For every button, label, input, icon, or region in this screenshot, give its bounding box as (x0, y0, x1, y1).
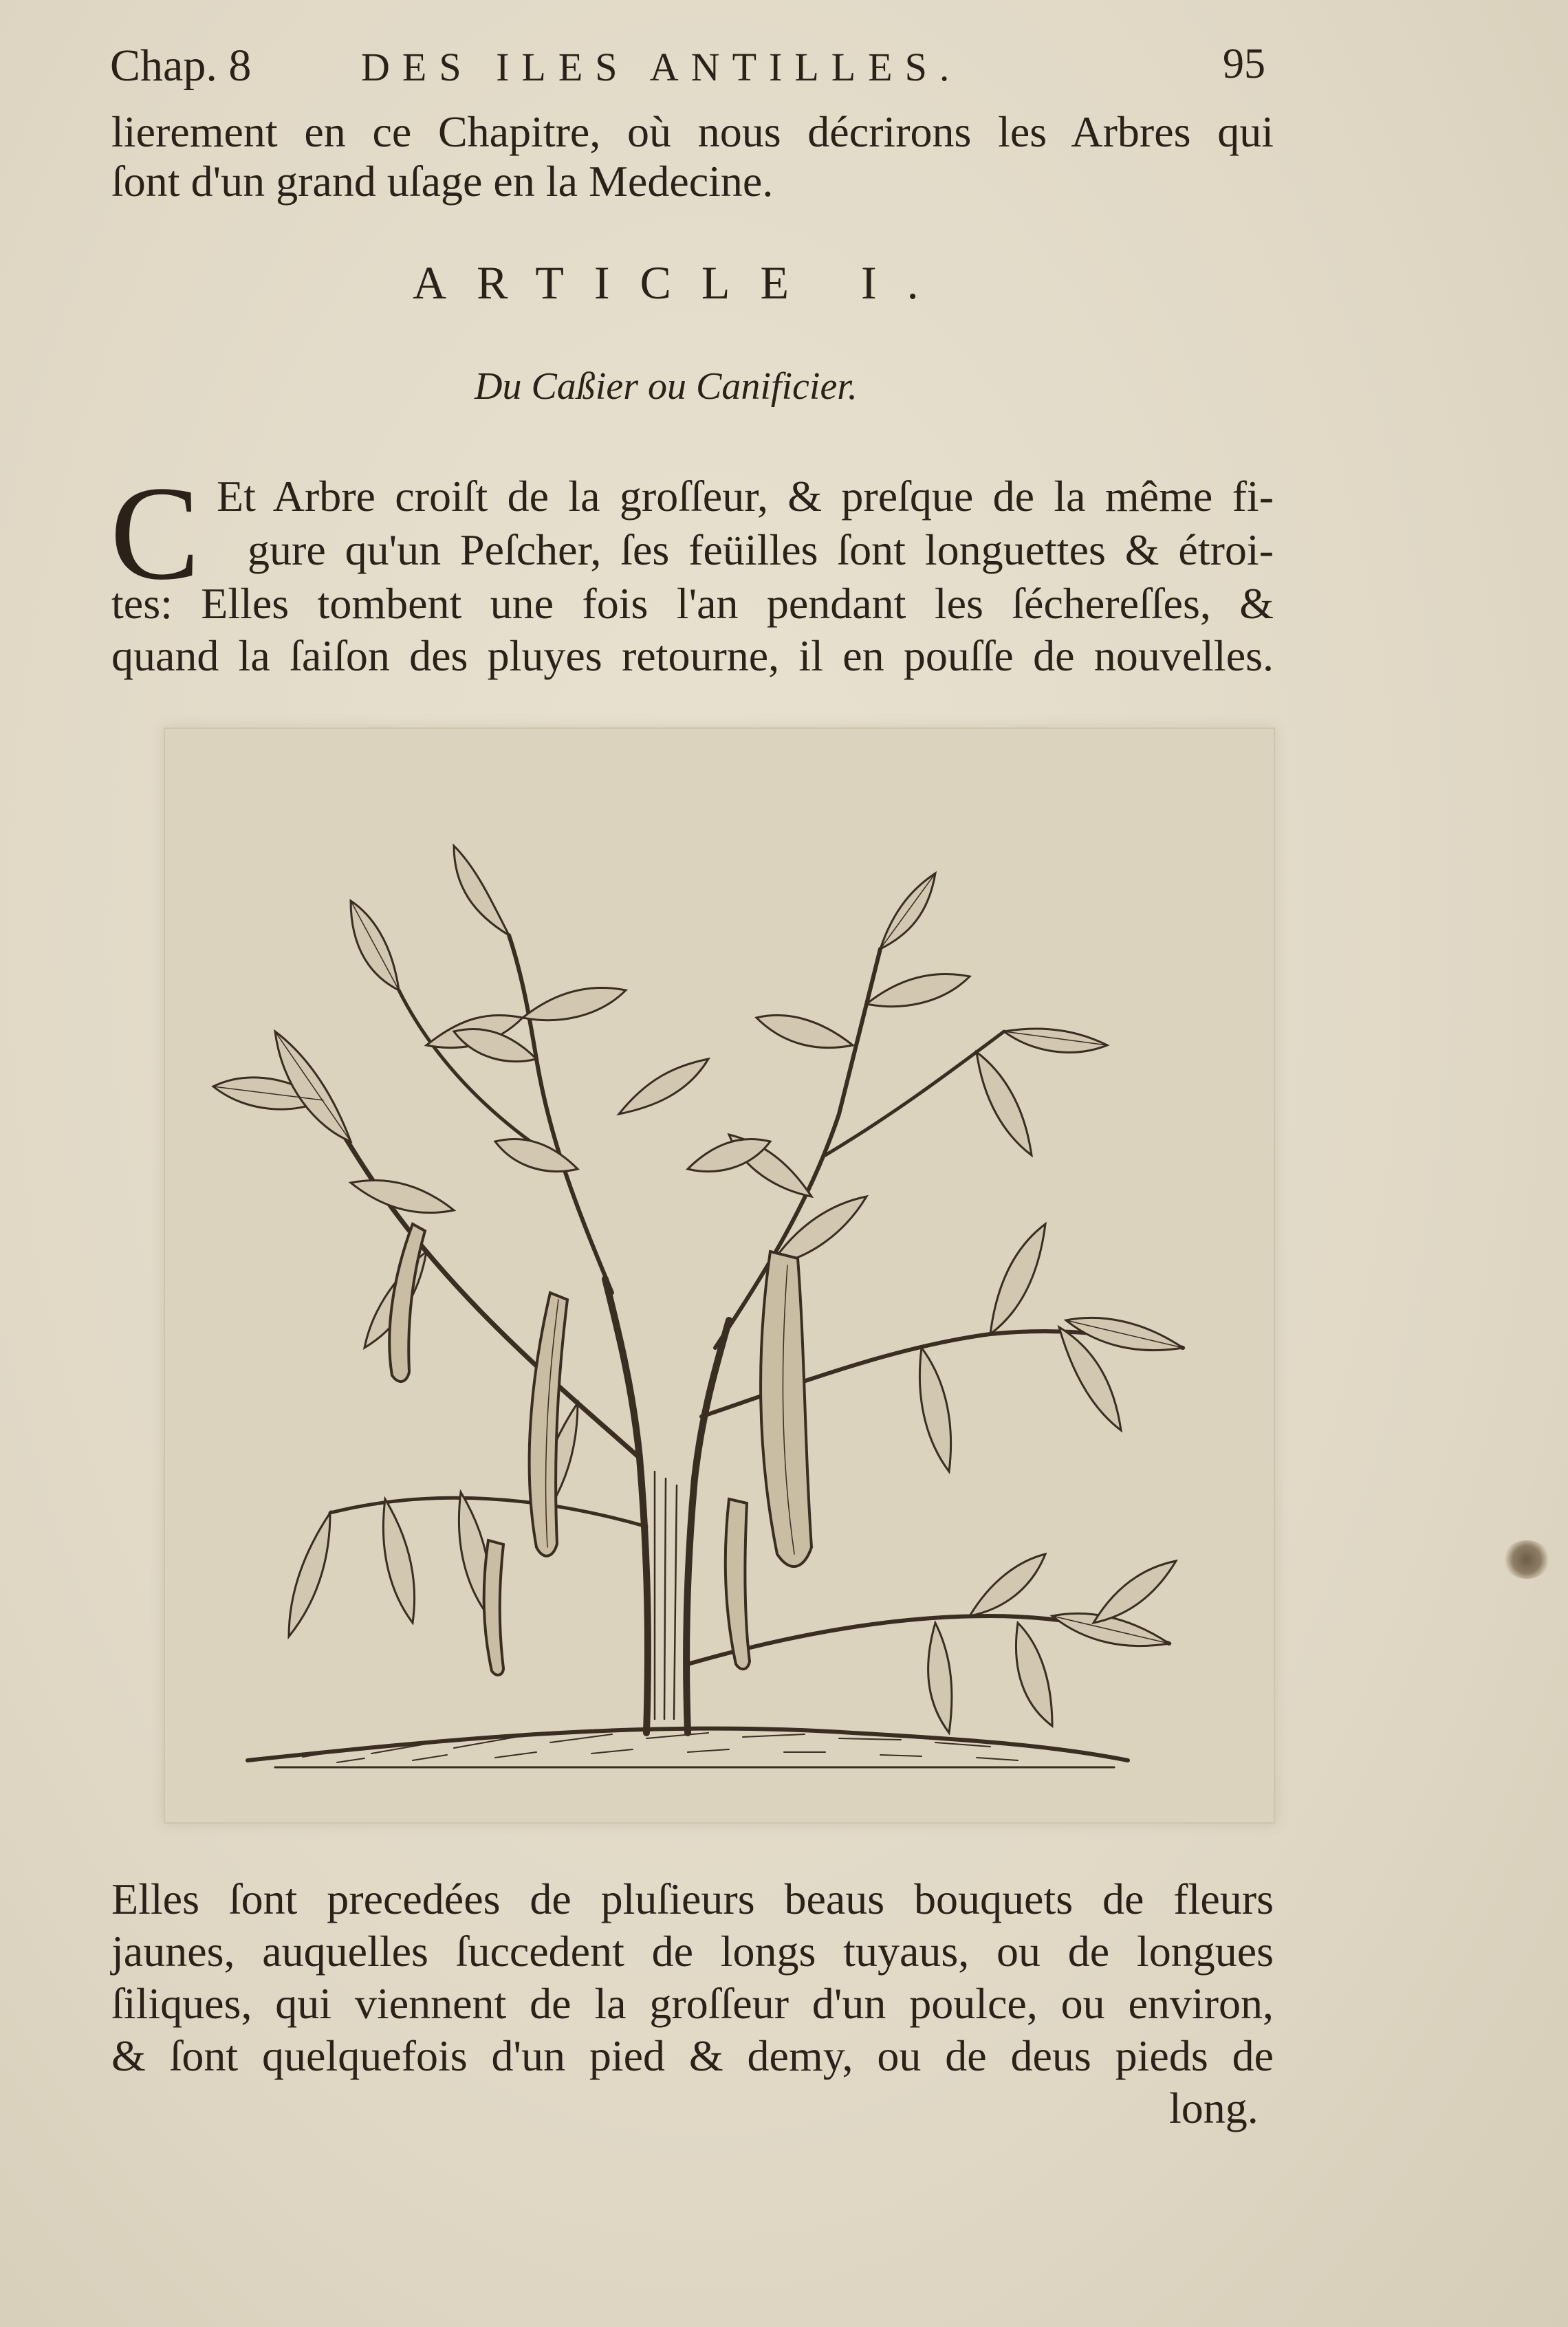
intro-line: lierement en ce Chapitre, où nous décrirons les Arbres qui (111, 107, 1274, 156)
cassia-tree-engraving (165, 729, 1274, 1822)
running-head (110, 40, 1272, 102)
paragraph-line: quand la ſaiſon des pluyes retourne, il en pouſſe de nouvelles. (111, 631, 1274, 680)
paragraph-line: Et Arbre croiſt de la groſſeur, & preſque de la même fi- (217, 472, 1274, 521)
drop-cap: C (110, 459, 200, 608)
page-number: 95 (1223, 41, 1265, 87)
article-heading: ARTICLE I. (413, 256, 949, 309)
paragraph-line: & ſont quelquefois d'un pied & demy, ou de deus pieds de (111, 2031, 1274, 2080)
paragraph-line: ſiliques, qui viennent de la groſſeur d'un poulce, ou environ, (111, 1979, 1274, 2028)
article-subtitle: Du Caßier ou Canificier. (475, 365, 858, 408)
running-title: DES ILES ANTILLES. (361, 45, 962, 89)
paragraph-line: gure qu'un Peſcher, ſes feüilles ſont longuettes & étroi- (248, 525, 1274, 574)
paragraph-line: Elles ſont precedées de pluſieurs beaus bouquets de fleurs (111, 1875, 1274, 1923)
paragraph-line: jaunes, auquelles ſuccedent de longs tuyaus, ou de longues (111, 1927, 1274, 1976)
intro-line: ſont d'un grand uſage en la Medecine. (111, 157, 774, 206)
engraving-plate (164, 728, 1275, 1824)
ink-stain (1503, 1540, 1551, 1579)
chapter-label: Chap. 8 (110, 41, 252, 91)
paragraph-line: long. (1169, 2084, 1259, 2132)
paragraph-line: tes: Elles tombent une fois l'an pendant les ſéchereſſes, & (111, 579, 1274, 628)
